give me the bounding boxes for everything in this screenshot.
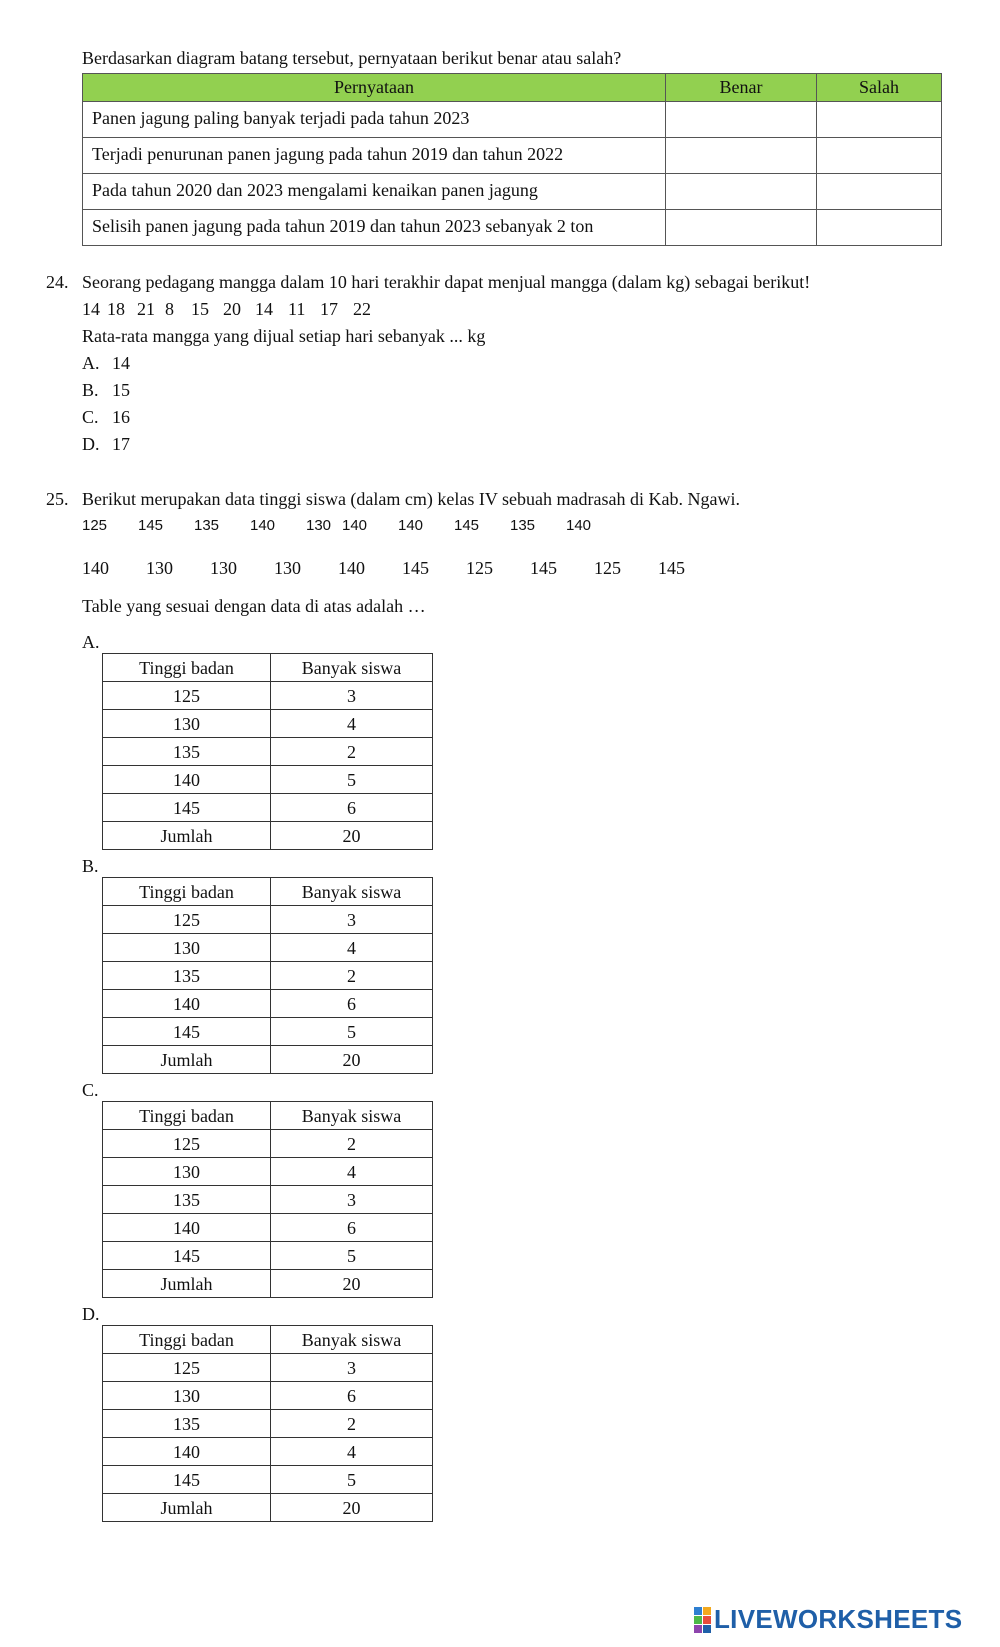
- question-25-prompt: Table yang sesuai dengan data di atas adalah …: [82, 596, 426, 616]
- option-value: 17: [112, 434, 130, 454]
- table-header-row: [103, 1102, 433, 1130]
- table-row: [103, 1186, 433, 1214]
- header-count: Banyak siswa: [271, 1326, 433, 1354]
- header-statement: Pernyataan: [83, 74, 666, 102]
- count-cell: 5: [271, 1242, 433, 1270]
- table-row: [83, 102, 942, 138]
- table-row: [103, 934, 433, 962]
- total-label: Jumlah: [103, 1494, 271, 1522]
- answer-false-cell[interactable]: [817, 210, 942, 246]
- table-row: [103, 1410, 433, 1438]
- table-row: [103, 1158, 433, 1186]
- q24-option-d[interactable]: [82, 435, 130, 453]
- height-cell: 135: [103, 1186, 271, 1214]
- height-cell: 145: [103, 1018, 271, 1046]
- height-cell: 125: [103, 682, 271, 710]
- table-row: [103, 710, 433, 738]
- data-value: 21: [137, 299, 155, 319]
- answer-false-cell[interactable]: [817, 102, 942, 138]
- table-row: [103, 1214, 433, 1242]
- table-row: [103, 906, 433, 934]
- liveworksheets-logo[interactable]: [694, 1604, 962, 1635]
- count-cell: 4: [271, 1438, 433, 1466]
- logo-text: LIVEWORKSHEETS: [714, 1604, 963, 1634]
- statement-text: Selisih panen jagung pada tahun 2019 dan tahun 2023 sebanyak 2 ton: [83, 210, 666, 246]
- q24-option-b[interactable]: [82, 381, 130, 399]
- header-count: Banyak siswa: [271, 878, 433, 906]
- count-cell: 6: [271, 1214, 433, 1242]
- table-row: [83, 174, 942, 210]
- table-row: [103, 1018, 433, 1046]
- height-cell: 130: [103, 710, 271, 738]
- height-cell: 125: [103, 1354, 271, 1382]
- question-25-text: Berikut merupakan data tinggi siswa (dalam cm) kelas IV sebuah madrasah di Kab. Ngawi.: [82, 489, 740, 509]
- table-row: [103, 1242, 433, 1270]
- answer-true-cell[interactable]: [666, 138, 817, 174]
- header-count: Banyak siswa: [271, 654, 433, 682]
- count-cell: 3: [271, 1186, 433, 1214]
- header-height: Tinggi badan: [103, 1326, 271, 1354]
- table-row: [103, 1438, 433, 1466]
- data-value: 125: [82, 517, 108, 534]
- question-25-data-row-2: [82, 559, 685, 577]
- total-label: Jumlah: [103, 1046, 271, 1074]
- data-value: 130: [274, 558, 301, 578]
- answer-false-cell[interactable]: [817, 138, 942, 174]
- count-cell: 6: [271, 794, 433, 822]
- data-value: 17: [320, 299, 338, 319]
- statement-table-header: [83, 74, 942, 102]
- question-24-prompt: Rata-rata mangga yang dijual setiap hari sebanyak ... kg: [82, 326, 486, 346]
- data-value: 140: [82, 558, 109, 578]
- table-header-row: [103, 878, 433, 906]
- height-cell: 140: [103, 990, 271, 1018]
- table-row: [103, 1382, 433, 1410]
- data-value: 135: [510, 517, 536, 534]
- statement-text: Terjadi penurunan panen jagung pada tahun 2019 dan tahun 2022: [83, 138, 666, 174]
- answer-true-cell[interactable]: [666, 174, 817, 210]
- data-value: 145: [454, 517, 480, 534]
- data-value: 14: [82, 299, 100, 319]
- height-cell: 145: [103, 794, 271, 822]
- data-value: 145: [138, 517, 164, 534]
- table-header-row: [103, 654, 433, 682]
- total-value: 20: [271, 1270, 433, 1298]
- option-letter: C.: [82, 407, 99, 427]
- q25-option-b-letter[interactable]: B.: [82, 856, 99, 876]
- height-cell: 135: [103, 962, 271, 990]
- header-true: Benar: [666, 74, 817, 102]
- data-value: 15: [191, 299, 209, 319]
- height-cell: 140: [103, 1438, 271, 1466]
- height-cell: 130: [103, 934, 271, 962]
- option-value: 14: [112, 353, 130, 373]
- table-row: [83, 210, 942, 246]
- q25-option-d-table: [102, 1325, 433, 1522]
- count-cell: 4: [271, 934, 433, 962]
- total-value: 20: [271, 822, 433, 850]
- height-cell: 140: [103, 1214, 271, 1242]
- count-cell: 2: [271, 1410, 433, 1438]
- data-value: 125: [594, 558, 621, 578]
- option-value: 16: [112, 407, 130, 427]
- option-letter: B.: [82, 380, 99, 400]
- table-row: [103, 738, 433, 766]
- q24-option-a[interactable]: [82, 354, 130, 372]
- q25-option-a-letter[interactable]: A.: [82, 632, 100, 652]
- data-value: 140: [398, 517, 424, 534]
- option-letter: D.: [82, 434, 100, 454]
- height-cell: 130: [103, 1158, 271, 1186]
- count-cell: 4: [271, 710, 433, 738]
- table-row: [103, 962, 433, 990]
- table-row: [103, 1130, 433, 1158]
- table-total-row: [103, 1494, 433, 1522]
- data-value: 145: [402, 558, 429, 578]
- count-cell: 3: [271, 1354, 433, 1382]
- table-row: [83, 138, 942, 174]
- table-header-row: [103, 1326, 433, 1354]
- data-value: 140: [250, 517, 276, 534]
- answer-false-cell[interactable]: [817, 174, 942, 210]
- table-row: [103, 1466, 433, 1494]
- table-total-row: [103, 822, 433, 850]
- count-cell: 3: [271, 906, 433, 934]
- total-value: 20: [271, 1494, 433, 1522]
- data-value: 140: [338, 558, 365, 578]
- header-height: Tinggi badan: [103, 878, 271, 906]
- data-value: 140: [342, 517, 368, 534]
- count-cell: 2: [271, 738, 433, 766]
- q25-option-b-table: [102, 877, 433, 1074]
- data-value: 135: [194, 517, 220, 534]
- data-value: 22: [353, 299, 371, 319]
- data-value: 130: [210, 558, 237, 578]
- table-row: [103, 794, 433, 822]
- liveworksheets-logo-icon: [694, 1607, 711, 1633]
- answer-true-cell[interactable]: [666, 102, 817, 138]
- question-24-data: [82, 300, 371, 318]
- question-25-number: 25.: [46, 489, 69, 509]
- count-cell: 2: [271, 962, 433, 990]
- statement-intro: Berdasarkan diagram batang tersebut, pernyataan berikut benar atau salah?: [82, 48, 622, 68]
- height-cell: 135: [103, 738, 271, 766]
- height-cell: 125: [103, 906, 271, 934]
- data-value: 14: [255, 299, 273, 319]
- height-cell: 130: [103, 1382, 271, 1410]
- q25-option-d-letter[interactable]: D.: [82, 1304, 100, 1324]
- data-value: 8: [165, 299, 174, 319]
- q25-option-c-table: [102, 1101, 433, 1298]
- height-cell: 145: [103, 1242, 271, 1270]
- total-label: Jumlah: [103, 1270, 271, 1298]
- data-value: 145: [530, 558, 557, 578]
- count-cell: 5: [271, 1018, 433, 1046]
- data-value: 11: [288, 299, 306, 319]
- answer-true-cell[interactable]: [666, 210, 817, 246]
- data-value: 130: [306, 517, 332, 534]
- header-count: Banyak siswa: [271, 1102, 433, 1130]
- height-cell: 140: [103, 766, 271, 794]
- data-value: 20: [223, 299, 241, 319]
- question-24-number: 24.: [46, 272, 69, 292]
- data-value: 140: [566, 517, 592, 534]
- count-cell: 5: [271, 766, 433, 794]
- table-total-row: [103, 1270, 433, 1298]
- total-value: 20: [271, 1046, 433, 1074]
- count-cell: 4: [271, 1158, 433, 1186]
- option-letter: A.: [82, 353, 100, 373]
- question-24-text: Seorang pedagang mangga dalam 10 hari terakhir dapat menjual mangga (dalam kg) sebagai berikut!: [82, 272, 811, 292]
- data-value: 125: [466, 558, 493, 578]
- total-label: Jumlah: [103, 822, 271, 850]
- table-total-row: [103, 1046, 433, 1074]
- table-row: [103, 1354, 433, 1382]
- height-cell: 135: [103, 1410, 271, 1438]
- header-height: Tinggi badan: [103, 1102, 271, 1130]
- table-row: [103, 990, 433, 1018]
- height-cell: 125: [103, 1130, 271, 1158]
- count-cell: 6: [271, 1382, 433, 1410]
- option-value: 15: [112, 380, 130, 400]
- statement-text: Panen jagung paling banyak terjadi pada tahun 2023: [83, 102, 666, 138]
- count-cell: 6: [271, 990, 433, 1018]
- statement-table: [82, 73, 942, 246]
- statement-text: Pada tahun 2020 dan 2023 mengalami kenaikan panen jagung: [83, 174, 666, 210]
- header-height: Tinggi badan: [103, 654, 271, 682]
- data-value: 145: [658, 558, 685, 578]
- height-cell: 145: [103, 1466, 271, 1494]
- table-row: [103, 682, 433, 710]
- count-cell: 5: [271, 1466, 433, 1494]
- question-25-data-row-1: [82, 518, 591, 533]
- q25-option-a-table: [102, 653, 433, 850]
- data-value: 18: [107, 299, 125, 319]
- header-false: Salah: [817, 74, 942, 102]
- data-value: 130: [146, 558, 173, 578]
- count-cell: 2: [271, 1130, 433, 1158]
- table-row: [103, 766, 433, 794]
- q25-option-c-letter[interactable]: C.: [82, 1080, 99, 1100]
- count-cell: 3: [271, 682, 433, 710]
- q24-option-c[interactable]: [82, 408, 130, 426]
